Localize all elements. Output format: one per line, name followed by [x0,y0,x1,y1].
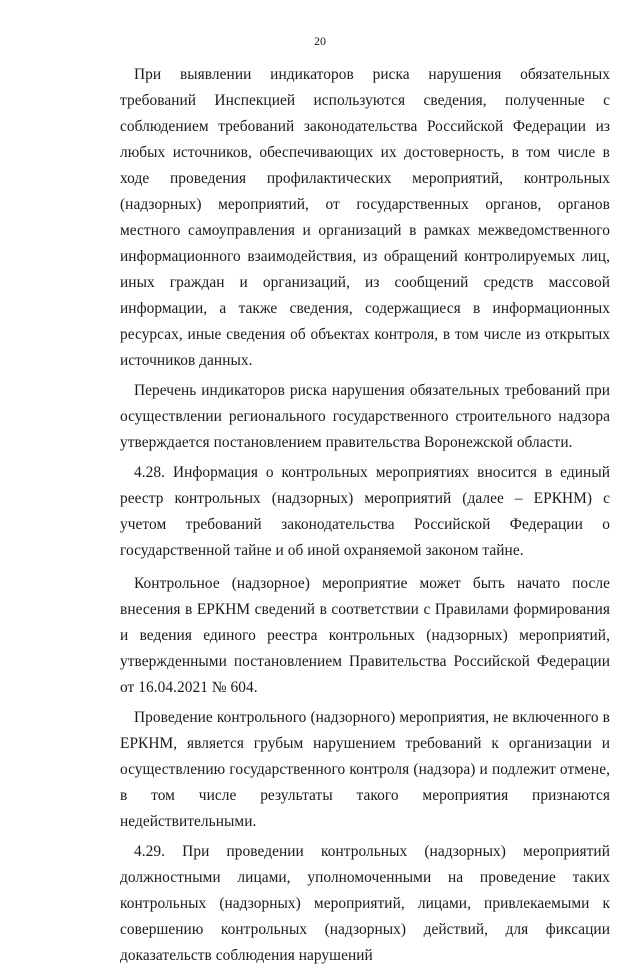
page-number: 20 [314,34,326,48]
paragraph-erknm-violation: Проведение контрольного (надзорного) мероприятия, не включенного в ЕРКНМ, является грубым нарушением требований к организации и осуществлению государственного контроля (надзора) и подлежит отмене, в том числе результаты такого мероприятия признаются недействительными. [120,709,610,830]
document-body [120,62,610,969]
paragraph-risk-indicators-sources: При выявлении индикаторов риска нарушения обязательных требований Инспекцией используются сведения, полученные с соблюдением требований законодательства Российской Федерации из любых источников, обеспечивающих их достоверность, в том числе в ходе проведения профилактических мероприятий, контрольных (надзорных) мероприятий, от государственных органов, органов местного самоуправления и организаций в рамках межведомственного информационного взаимодействия, из обращений контролируемых лиц, иных граждан и организаций, из сообщений средств массовой информации, а также сведения, содержащиеся в информационных ресурсах, иные сведения об объектах контроля, в том числе из открытых источников данных. [120,66,610,369]
paragraph-erknm-start: Контрольное (надзорное) мероприятие может быть начато после внесения в ЕРКНМ сведений в соответствии с Правилами формирования и ведения единого реестра контрольных (надзорных) мероприятий, утвержденными постановлением Правительства Российской Федерации от 16.04.2021 № 604. [120,575,610,696]
paragraph-risk-indicators-list: Перечень индикаторов риска нарушения обязательных требований при осуществлении регионального государственного строительного надзора утверждается постановлением правительства Воронежской области. [120,382,610,451]
paragraph-4-29: 4.29. При проведении контрольных (надзорных) мероприятий должностными лицами, уполномоченными на проведение таких контрольных (надзорных) мероприятий, лицами, привлекаемыми к совершению контрольных (надзорных) действий, для фиксации доказательств соблюдения нарушений [120,843,610,964]
paragraph-4-28: 4.28. Информация о контрольных мероприятиях вносится в единый реестр контрольных (надзорных) мероприятий (далее – ЕРКНМ) с учетом требований законодательства Российской Федерации о государственной тайне и об иной охраняемой законом тайне. [120,464,610,559]
